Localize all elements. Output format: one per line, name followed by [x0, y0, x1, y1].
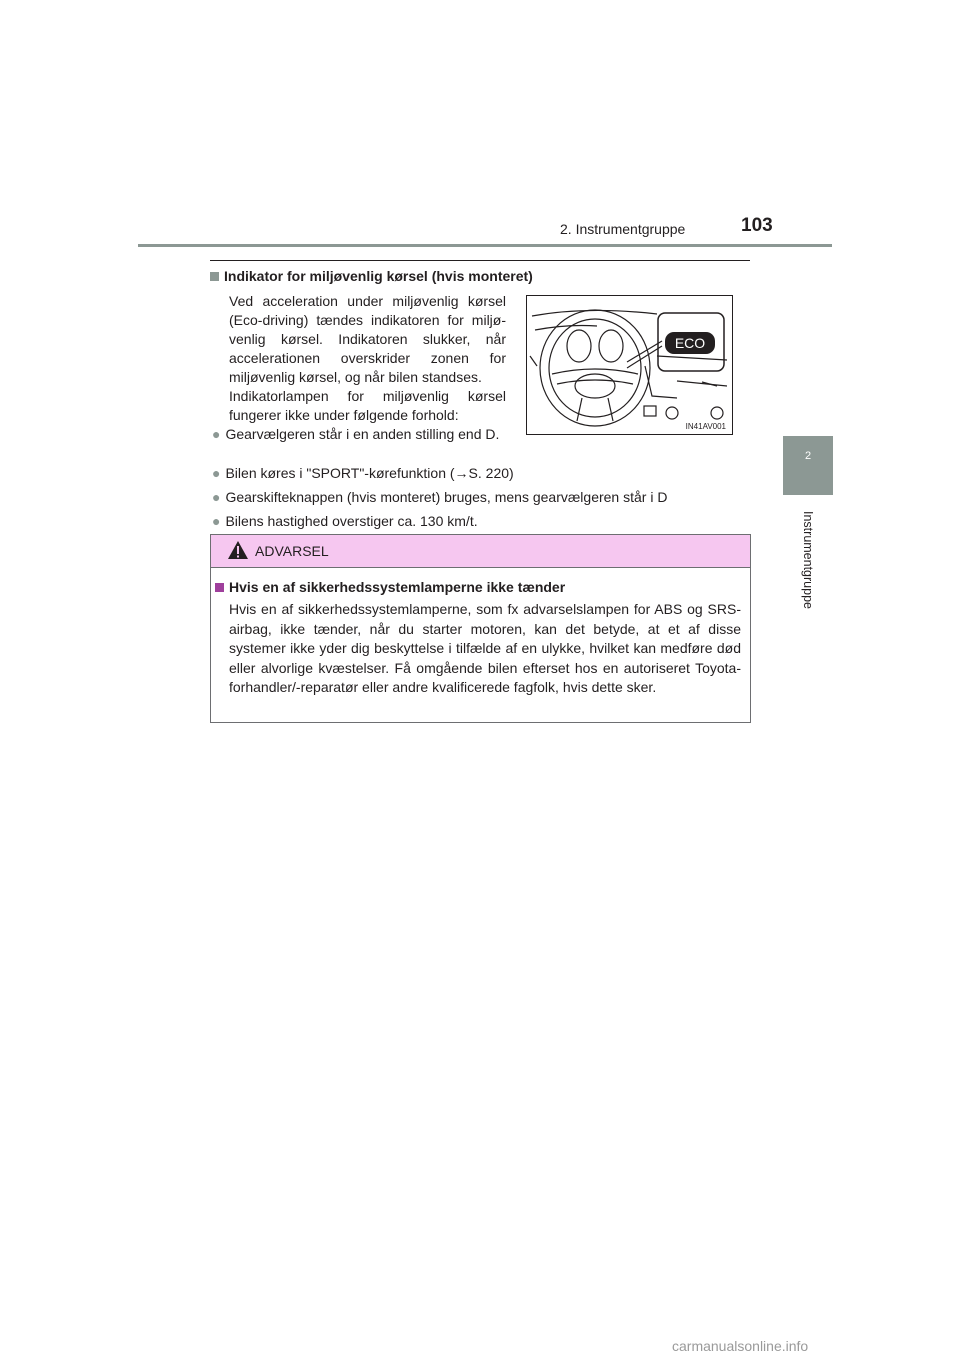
bullet-dot-icon: ●: [212, 513, 221, 529]
bullet-dot-icon: ●: [212, 426, 221, 442]
bullet-dot-icon: ●: [212, 465, 221, 481]
list-item: [212, 488, 667, 507]
warning-header: [211, 535, 750, 568]
warning-triangle-icon: [227, 540, 249, 560]
watermark: carmanualsonline.info: [672, 1338, 809, 1354]
section-heading: [210, 268, 533, 284]
eco-indicator-label: ECO: [674, 335, 706, 351]
paragraph-conditions-intro: Indikatorlampen for miljøvenlig kørsel fungerer ikke under følgende forhold:: [229, 388, 506, 423]
chapter-label: Instrumentgruppe: [801, 511, 815, 609]
section-title: 2. Instrumentgruppe: [560, 221, 686, 237]
warning-box: [210, 534, 751, 723]
list-item-text: Gearvælgeren står i en anden stilling end D.: [225, 426, 500, 442]
section-heading-text: Indikator for miljøvenlig kørsel (hvis monteret): [224, 268, 533, 284]
figure-code: IN41AV001: [685, 422, 726, 431]
page-number: 103: [741, 215, 773, 236]
chapter-tab: [783, 436, 833, 495]
list-item-text: Bilens hastighed overstiger ca. 130 km/t.: [225, 513, 478, 529]
section-divider: [210, 260, 750, 261]
list-item: [212, 464, 514, 483]
list-item: [212, 425, 506, 444]
warning-heading: [215, 579, 565, 595]
warning-title: ADVARSEL: [255, 543, 329, 559]
chapter-number: 2: [804, 450, 812, 462]
steering-wheel-illustration: [527, 296, 732, 434]
warning-heading-text: Hvis en af sikkerhedssystemlamperne ikke tænder: [229, 579, 566, 595]
square-bullet-icon: [210, 272, 219, 281]
list-item-text: Bilen køres i "SPORT"-kørefunktion (→S. 220): [225, 465, 514, 481]
header-divider: [138, 244, 832, 247]
warning-text: Hvis en af sikkerhedssystemlamperne, som fx advarselslampen for ABS og SRS-airbag, ikke tænder, når du starter motoren, kan det betyde, at et af disse systemer ikke yder dig beskyttelse i tilfælde af en ulykke, hvilket kan medføre død eller alvorlige kvæstelser. Få omgående bilen efterset hos en autoriseret Toyota-forhandler/-reparatør eller andre kvalificerede fagfolk, hvis dette sker.: [229, 601, 741, 695]
dashboard-illustration: [526, 295, 733, 435]
square-bullet-icon: [215, 583, 224, 592]
list-item-text: Gearskifteknappen (hvis monteret) bruges, mens gearvælgeren står i D: [225, 489, 668, 505]
bullet-dot-icon: ●: [212, 489, 221, 505]
paragraph-eco-description: Ved acceleration under miljøvenlig kørsel (Eco-driving) tændes indikatoren for miljø-venlig kørsel. Indikatoren slukker, når accelerationen overskrider zonen for miljøvenlig kørsel, og når bilen standses.: [229, 293, 506, 385]
list-item: [212, 512, 478, 531]
